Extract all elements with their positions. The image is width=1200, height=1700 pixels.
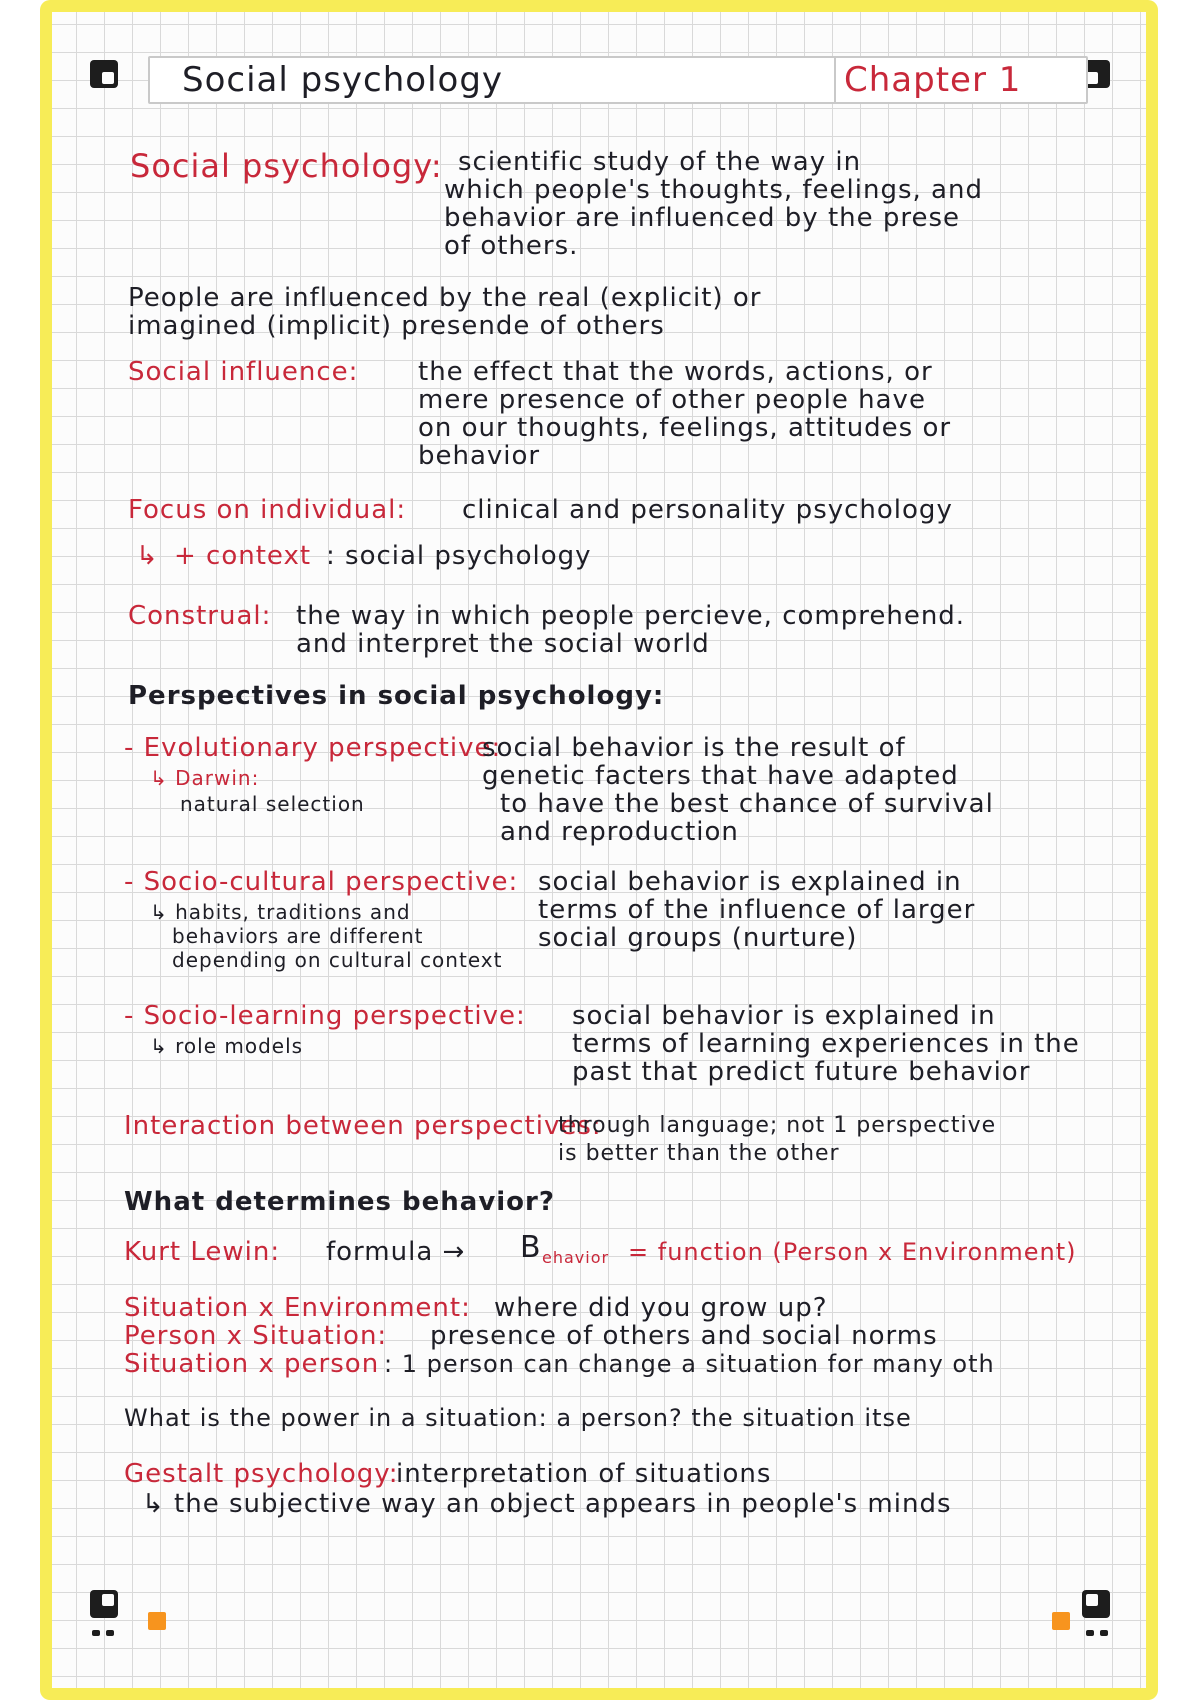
- notebook-page: [40, 0, 1158, 1700]
- definition-line: social behavior is explained in: [538, 867, 962, 897]
- situation-text: : 1 person can change a situation for many oth: [384, 1350, 995, 1378]
- arrow-icon: ↳: [136, 541, 159, 571]
- definition-line: behavior: [418, 441, 541, 471]
- definition-line: terms of learning experiences in the: [572, 1029, 1080, 1059]
- formula-equation: = function (Person x Environment): [628, 1238, 1077, 1266]
- corner-marker-icon: [90, 60, 118, 88]
- page-title: Social psychology: [182, 60, 504, 100]
- section-heading: What determines behavior?: [124, 1187, 555, 1217]
- definition-line: and reproduction: [500, 817, 739, 847]
- term-kurt-lewin: Kurt Lewin:: [124, 1237, 281, 1267]
- corner-marker-icon: [1082, 1590, 1110, 1618]
- marker-dash-icon: [1100, 1630, 1108, 1636]
- sub-note: ↳ Darwin:: [150, 766, 260, 790]
- term-evolutionary: - Evolutionary perspective:: [124, 733, 502, 763]
- definition-line: scientific study of the way in: [458, 147, 862, 177]
- formula-behavior: ehavior: [542, 1248, 610, 1267]
- definition-line: social behavior is the result of: [482, 733, 906, 763]
- situation-text: presence of others and social norms: [430, 1321, 938, 1351]
- term-situation: Situation x person: [124, 1349, 380, 1379]
- definition-line: and interpret the social world: [296, 629, 710, 659]
- term-focus-individual: Focus on individual:: [128, 495, 407, 525]
- definition-line: of others.: [444, 231, 579, 261]
- definition-line: social groups (nurture): [538, 923, 858, 953]
- marker-dash-icon: [1086, 1630, 1094, 1636]
- definition-line: through language; not 1 perspective: [558, 1113, 997, 1138]
- definition-line: past that predict future behavior: [572, 1057, 1031, 1087]
- definition-line: to have the best chance of survival: [500, 789, 994, 819]
- gestalt-text: interpretation of situations: [396, 1459, 772, 1489]
- context-text: : social psychology: [326, 541, 592, 571]
- sub-note: ↳ habits, traditions and: [150, 900, 411, 924]
- marker-dash-icon: [92, 1630, 100, 1636]
- gestalt-sub: ↳ the subjective way an object appears in people's minds: [142, 1489, 952, 1519]
- term-gestalt: Gestalt psychology:: [124, 1459, 399, 1489]
- definition-line: the way in which people percieve, comprehend.: [296, 601, 966, 631]
- term-socio-cultural: - Socio-cultural perspective:: [124, 867, 519, 897]
- statement-line: People are influenced by the real (explicit) or: [128, 283, 762, 313]
- sub-note: ↳ role models: [150, 1034, 304, 1058]
- sub-note: natural selection: [180, 792, 365, 816]
- definition-line: the effect that the words, actions, or: [418, 357, 933, 387]
- chapter-label: Chapter 1: [844, 60, 1022, 100]
- marker-dash-icon: [106, 1630, 114, 1636]
- definition-line: on our thoughts, feelings, attitudes or: [418, 413, 952, 443]
- focus-text: clinical and personality psychology: [462, 495, 953, 525]
- term-situation: Situation x Environment:: [124, 1293, 471, 1323]
- title-separator: [834, 56, 836, 104]
- orange-marker-icon: [148, 1612, 166, 1630]
- term-situation: Person x Situation:: [124, 1321, 388, 1351]
- sub-note: depending on cultural context: [172, 948, 503, 972]
- term-interaction: Interaction between perspectives:: [124, 1111, 602, 1141]
- definition-line: social behavior is explained in: [572, 1001, 996, 1031]
- formula-label: formula →: [326, 1237, 466, 1267]
- definition-line: mere presence of other people have: [418, 385, 926, 415]
- orange-marker-icon: [1052, 1612, 1070, 1630]
- situation-text: where did you grow up?: [494, 1293, 828, 1323]
- term-social-influence: Social influence:: [128, 357, 359, 387]
- term-social-psychology: Social psychology:: [130, 147, 443, 185]
- formula-b: B: [520, 1230, 542, 1265]
- definition-line: genetic facters that have adapted: [482, 761, 959, 791]
- corner-marker-icon: [90, 1590, 118, 1618]
- term-context: + context: [174, 541, 312, 571]
- statement-line: imagined (implicit) presende of others: [128, 311, 665, 341]
- sub-note: behaviors are different: [172, 924, 424, 948]
- question-line: What is the power in a situation: a person? the situation itse: [124, 1404, 912, 1432]
- term-construal: Construal:: [128, 601, 272, 631]
- section-heading: Perspectives in social psychology:: [128, 681, 665, 711]
- definition-line: behavior are influenced by the prese: [444, 203, 961, 233]
- definition-line: is better than the other: [558, 1141, 840, 1166]
- definition-line: which people's thoughts, feelings, and: [444, 175, 983, 205]
- term-socio-learning: - Socio-learning perspective:: [124, 1001, 526, 1031]
- definition-line: terms of the influence of larger: [538, 895, 976, 925]
